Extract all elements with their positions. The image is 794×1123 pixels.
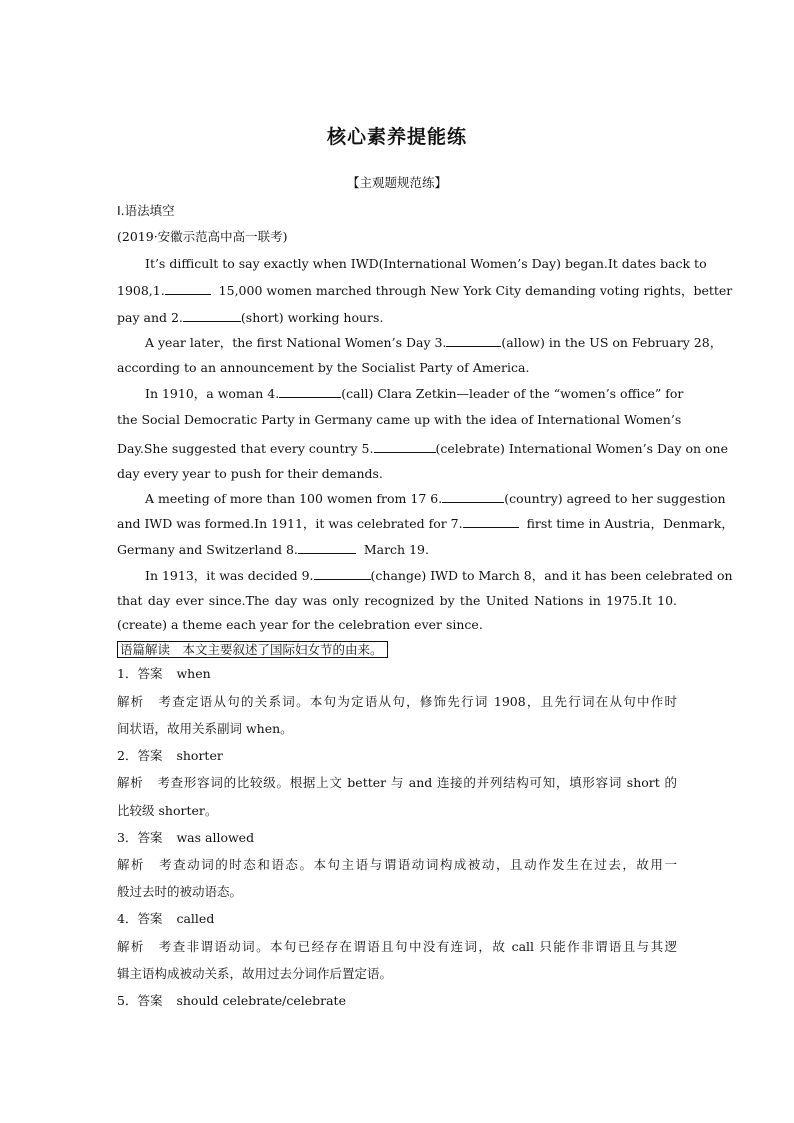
passage-line: and IWD was formed.In 1911，it was celebrated for 7. first time in Austria，Denmark， xyxy=(117,516,734,531)
passage-line: A year later，the first National Women’s Day 3. (allow) in the US on February 28， xyxy=(145,335,723,350)
answer-blank-7 xyxy=(463,515,519,528)
passage-line: In 1910，a woman 4. (call) Clara Zetkin—leader of the “women’s office” for xyxy=(145,386,684,401)
page-subtitle: 【主观题规范练】 xyxy=(346,175,447,190)
passage-line: according to an announcement by the Socialist Party of America. xyxy=(117,360,530,375)
passage-line: A meeting of more than 100 women from 17 6. (country) agreed to her suggestion xyxy=(145,491,726,506)
answer-blank-6 xyxy=(442,490,504,503)
passage-analysis: 语篇解读 本文主要叙述了国际妇女节的由来。 xyxy=(117,641,388,658)
passage-line: 1908,1. 15,000 women marched through New York City demanding voting rights，better xyxy=(117,283,733,298)
answer-blank-3 xyxy=(446,334,501,347)
answer-row: 3．答案 was allowed xyxy=(117,830,255,845)
answer-blank-8 xyxy=(298,541,356,554)
explanation-line: 解析 考查动词的时态和语态。本句主语与谓语动词构成被动，且动作发生在过去，故用一 xyxy=(117,857,677,872)
passage-line: (create) a theme each year for the celebration ever since. xyxy=(117,617,483,632)
answer-blank-9 xyxy=(314,567,371,580)
answer-row: 2．答案 shorter xyxy=(117,748,223,763)
passage-line: day every year to push for their demands. xyxy=(117,466,383,481)
explanation-line: 般过去时的被动语态。 xyxy=(117,884,243,899)
explanation-line: 解析 考查定语从句的关系词。本句为定语从句，修饰先行词 1908，且先行词在从句中作时 xyxy=(117,694,677,709)
source-line: (2019·安徽示范高中高一联考) xyxy=(117,229,288,244)
section-heading: Ⅰ.语法填空 xyxy=(117,203,175,218)
page-title: 核心素养提能练 xyxy=(326,126,467,148)
explanation-line: 解析 考查非谓语动词。本句已经存在谓语且句中没有连词，故 call 只能作非谓语且与其逻 xyxy=(117,939,677,954)
passage-line: pay and 2. (short) working hours. xyxy=(117,310,384,325)
explanation-line: 比较级 shorter。 xyxy=(117,803,218,818)
answer-blank-4 xyxy=(279,385,341,398)
answer-blank-5 xyxy=(374,440,436,453)
passage-line: In 1913，it was decided 9. (change) IWD to March 8，and it has been celebrated on xyxy=(145,568,733,583)
explanation-line: 解析 考查形容词的比较级。根据上文 better 与 and 连接的并列结构可知，填形容词 short 的 xyxy=(117,775,677,790)
passage-line: that day ever since.The day was only recognized by the United Nations in 1975.It 10. xyxy=(117,593,677,608)
explanation-line: 间状语，故用关系副词 when。 xyxy=(117,721,293,736)
passage-line: Germany and Switzerland 8. March 19. xyxy=(117,542,429,557)
passage-line: Day.She suggested that every country 5. (celebrate) International Women’s Day on one xyxy=(117,441,728,456)
answer-blank-1 xyxy=(165,282,211,295)
answer-row: 1．答案 when xyxy=(117,666,211,681)
passage-line: the Social Democratic Party in Germany came up with the idea of International Women’s xyxy=(117,412,682,427)
passage-line: It’s difficult to say exactly when IWD(International Women’s Day) began.It dates back to xyxy=(145,256,707,271)
answer-row: 5．答案 should celebrate/celebrate xyxy=(117,993,346,1008)
explanation-line: 辑主语构成被动关系，故用过去分词作后置定语。 xyxy=(117,966,393,981)
analysis-box xyxy=(117,641,677,658)
answer-row: 4．答案 called xyxy=(117,911,215,926)
answer-blank-2 xyxy=(183,309,241,322)
